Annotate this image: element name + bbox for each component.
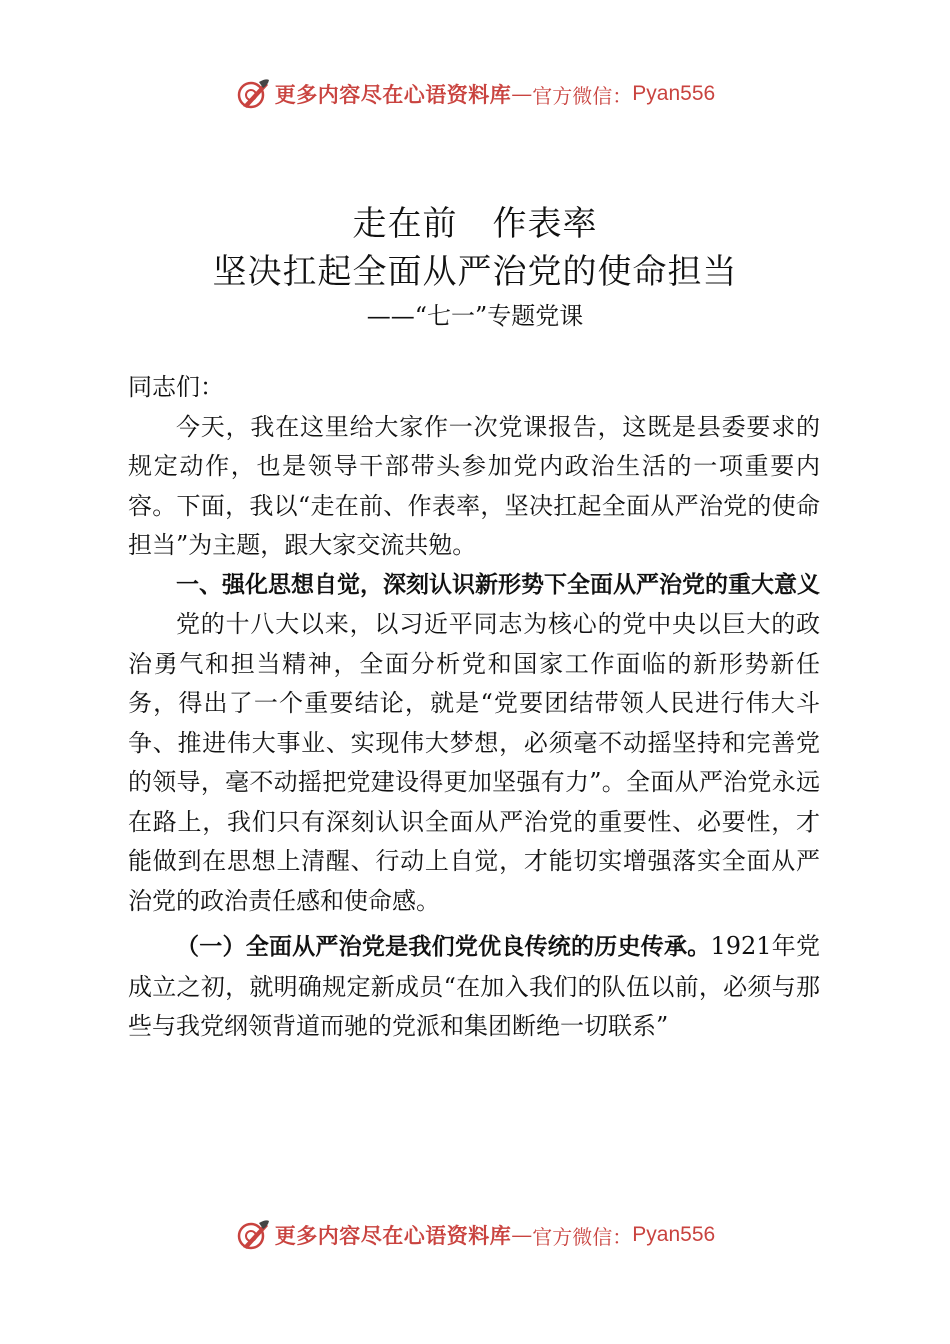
subsection-1-text: 1921年党成立之初，就明确规定新成员“在加入我们的队伍以前，必须与那些与我党纲领背道而驰的党派和集团断绝一切联系”	[128, 932, 821, 1040]
watermark-brand: 更多内容尽在心语资料库	[274, 82, 512, 107]
watermark-brand: 更多内容尽在心语资料库	[274, 1223, 512, 1248]
watermark-wechat-label: 官方微信：	[532, 1224, 633, 1249]
quill-logo-icon	[235, 1217, 271, 1253]
greeting: 同志们：	[128, 373, 224, 401]
title-block	[0, 200, 950, 334]
subsection-1-paragraph	[128, 927, 820, 1047]
subtitle: ——“七一”专题党课	[366, 302, 584, 330]
subsection-heading-1: （一）全面从严治党是我们党优良传统的历史传承。	[176, 934, 711, 960]
intro-paragraph: 今天，我在这里给大家作一次党课报告，这既是县委要求的规定动作，也是领导干部带头参加党内政治生活的一项重要内容。下面，我以“走在前、作表率，坚决扛起全面从严治党的使命担当”为主题，跟大家交流共勉。	[128, 412, 820, 559]
watermark-header	[0, 72, 950, 116]
watermark-dash: —	[511, 1223, 533, 1247]
title-line-2: 坚决扛起全面从严治党的使命担当	[212, 252, 738, 292]
title-line-1: 走在前 作表率	[352, 204, 598, 244]
section-heading-1: 一、强化思想自觉，深刻认识新形势下全面从严治党的重大意义	[176, 571, 820, 598]
watermark-handle: Pyan556	[632, 82, 716, 105]
watermark-dash: —	[511, 82, 533, 106]
section-1-paragraph: 党的十八大以来，以习近平同志为核心的党中央以巨大的政治勇气和担当精神，全面分析党和国家工作面临的新形势新任务，得出了一个重要结论，就是“党要团结带领人民进行伟大斗争、推进伟大事业、实现伟大梦想，必须毫不动摇坚持和完善党的领导，毫不动摇把党建设得更加坚强有力”。全面从严治党永远在路上，我们只有深刻认识全面从严治党的重要性、必要性，才能做到在思想上清醒、行动上自觉，才能切实增强落实全面从严治党的政治责任感和使命感。	[128, 610, 820, 915]
quill-logo-icon	[235, 76, 271, 112]
watermark-handle: Pyan556	[632, 1223, 716, 1246]
watermark-footer	[0, 1213, 950, 1257]
watermark-wechat-label: 官方微信：	[532, 83, 633, 108]
document-body	[128, 368, 820, 1047]
